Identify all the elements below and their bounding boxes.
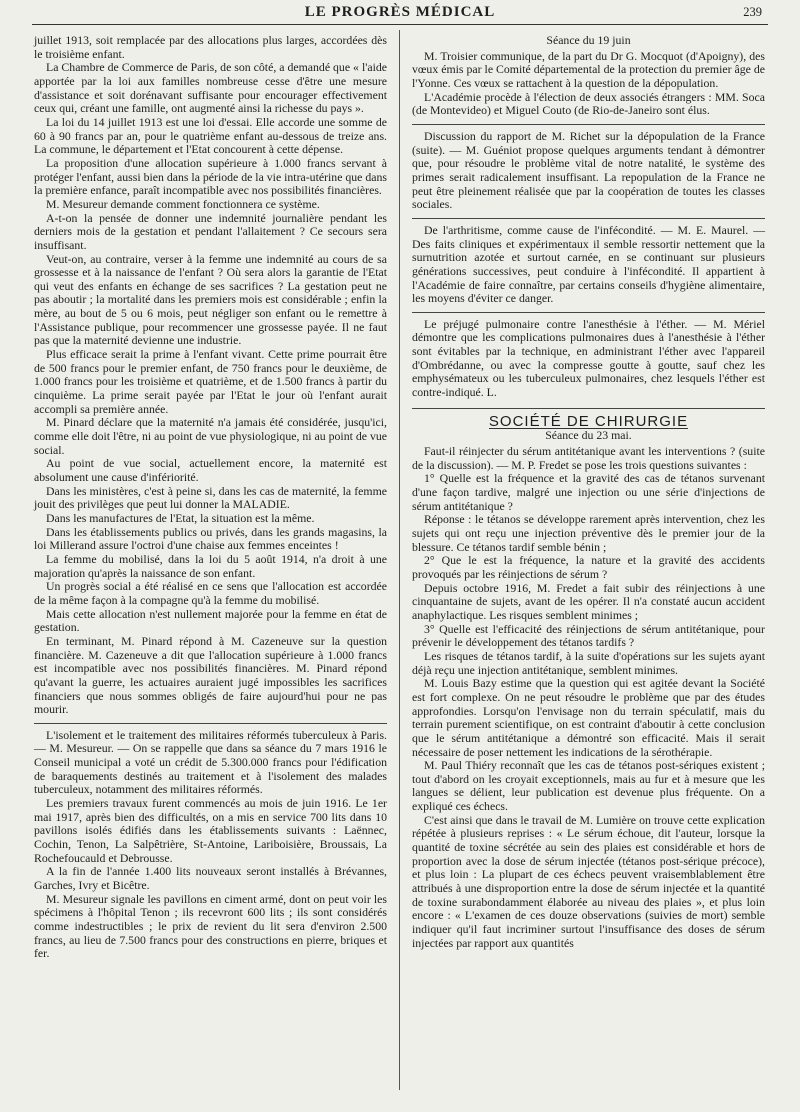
page-number: 239 [743,5,762,19]
paragraph: Dans les établissements publics ou privés, dans les grands magasins, la loi Millerand assure l'octroi d'une chaise aux femmes enceintes ! [34,524,387,553]
column-divider [399,30,400,1090]
paragraph: C'est ainsi que dans le travail de M. Lumière on trouve cette explication répétée à plusieurs reprises : « Le sérum échoue, dit l'auteur, lorsque la quantité de toxine sécrétée au sein des plaies est considérable et hors de proportion avec la dose de sérum injectée (tétanos post-sérique précoce), et plus loin : La plupart de ces échecs peuvent vraisemblablement être attribués à une disproportion entre la dose de sérum injectée et la quantité de toxine surabondamment élaborée au niveau des plaies », et plus loin encore : « L'examen de ces douze observations (suivies de mort) semble indiquer qu'il faut incriminer surtout l'insuffisance des doses de sérum injectées par rapport aux quantités [412,812,765,950]
paragraph: A-t-on la pensée de donner une indemnité journalière pendant les derniers mois de la gestation et pendant l'allaitement ? Ce secours sera insuffisant. [34,210,387,252]
paragraph: M. Paul Thiéry reconnaît que les cas de tétanos post-sériques existent ; tout d'abord on les croyait exceptionnels, mais au fur et à mesure que les langues se délient, leur publication est devenue plus fréquente. On a expliqué ces échecs. [412,758,765,814]
section-title: SOCIÉTÉ DE CHIRURGIE [488,412,689,430]
paragraph: juillet 1913, soit remplacée par des allocations plus larges, accordées dès le troisième enfant. [34,33,387,61]
paragraph: Mais cette allocation n'est nullement majorée pour la femme en état de gestation. [34,606,387,635]
article-arthritisme: De l'arthritisme, comme cause de l'infécondité. — M. E. Maurel. — Des faits cliniques et expérimentaux il semble ressortir nettement que la surnutrition azotée et surtout carnée, en se continuant sur plusieurs générations successives, peut conduire à l'infécondité. Il appartient à l'Académie de faire connaître, par certains conseils d'hygiène alimentaire, les moyens d'éviter ce danger. [412,218,765,306]
paragraph: Les risques de tétanos tardif, à la suite d'opérations sur les sujets ayant déjà reçu une injection antitétanique, semblent minimes. [412,648,765,677]
paragraph: 1° Quelle est la fréquence et la gravité des cas de tétanos survenant d'une façon tardive, malgré une injection ou une série d'injections de sérum antitétanique ? [412,471,765,513]
paragraph: La loi du 14 juillet 1913 est une loi d'essai. Elle accorde une somme de 60 à 90 francs par an, pour le quatrième enfant au-dessous de treize ans. La commune, le département et l'Etat concourent à cette dépense. [34,114,387,157]
paragraph: La femme du mobilisé, dans la loi du 5 août 1914, n'a droit à une majoration qu'après la naissance de son enfant. [34,551,387,580]
paragraph: M. Mesureur signale les pavillons en ciment armé, dont on peut voir les spécimens à l'hôpital Tenon ; ils recevront 600 lits ; ils sont considérés comme indestructibles ; le prix de revient du lit sera d'environ 2.500 francs, au lieu de 7.500 francs pour des constructions en pierre, briques et fer. [34,891,387,961]
paragraph: M. Pinard déclare que la maternité n'a jamais été considérée, jusqu'ici, comme elle doit l'être, ni au point de vue physiologique, ni au point de vue social. [34,415,387,457]
paragraph: En terminant, M. Pinard répond à M. Cazeneuve sur la question financière. M. Cazeneuve a dit que l'allocation supérieure à 1.000 francs est incompatible avec nos possibilités financières. M. Pinard répond qu'avant la guerre, les actuaires auraient jugé impossibles les sacrifices financiers que nous sommes obligés de faire aujourd'hui pour ne pas mourir. [34,633,387,717]
paragraph: Au point de vue social, actuellement encore, la maternité est absolument une cause d'infériorité. [34,456,387,484]
right-column [412,34,765,950]
paragraph: Veut-on, au contraire, verser à la femme une indemnité au cours de sa grossesse et à la naissance de l'enfant ? Où sera alors la garantie de l'Etat qui veut des enfants en échange de ses sacrifices ? La gestation peut ne pas aboutir ; la mortalité dans les premiers mois est considérable ; enfin la mère, au bout de 5 ou 6 mois, peut négliger son enfant ou le remettre à l'Assistance publique, pour recommencer une grossesse payée. Il ne faut pas que la maternité devienne une industrie. [34,251,387,348]
running-header [32,4,768,24]
paragraph: M. Louis Bazy estime que la question qui est agitée devant la Société est fort complexe. On ne peut résoudre le problème que par des études approfondies. Lorsqu'on l'envisage non du terrain spéculatif, mais du terrain purement scientifique, on est contraint d'aboutir à cette conclusion que le sérum antitétanique a démontré son efficacité. Mais il serait nécessaire de poser nettement les indications de la sérothérapie. [412,676,765,759]
paragraph: Dans les ministères, c'est à peine si, dans les cas de maternité, la femme jouit des privilèges que peut lui donner la MALADIE. [34,483,387,512]
paragraph: L'Académie procède à l'élection de deux associés étrangers : MM. Soca (de Montevideo) et Miguel Couto (de Rio-de-Janeiro sont élus. [412,89,765,118]
header-rule [32,24,768,25]
left-column [34,34,387,961]
paragraph: Réponse : le tétanos se développe rarement après intervention, chez les sujets qui ont reçu une injection préventive dès le premier jour de la blessure. Ce tétanos tardif semble bénin ; [412,512,765,554]
paragraph: La proposition d'une allocation supérieure à 1.000 francs servant à protéger l'enfant, aussi bien dans la période de la vie intra-utérine que dans la première enfance, paraît incompatible avec nos possibilités financières. [34,155,387,198]
session-heading: Séance du 19 juin [546,33,631,47]
paragraph: Plus efficace serait la prime à l'enfant vivant. Cette prime pourrait être de 500 francs pour le premier enfant, de 750 francs pour le deuxième, de 1.000 francs pour les troisième et quatrième, et de 1.500 francs à partir du cinquième. La prime serait payée par l'Etat le jour où l'enfant aurait accompli sa première année. [34,347,387,416]
paragraph: Les premiers travaux furent commencés au mois de juin 1916. Le 1er mai 1917, après bien des difficultés, on a mis en service 700 lits dans 10 pavillons isolés édifiés dans les établissements suivants : Laënnec, Cochin, Tenon, La Salpêtrière, St-Antoine, Lariboisière, Broussais, La Rochefoucauld et Debrousse. [34,796,387,865]
paragraph: M. Mesureur demande comment fonctionnera ce système. [46,196,320,211]
journal-title: LE PROGRÈS MÉDICAL [304,4,496,20]
paragraph: 3° Quelle est l'efficacité des réinjections de sérum antitétanique, pour prévenir le développement des tétanos tardifs ? [412,621,765,650]
paragraph: Un progrès social a été réalisé en ce sens que l'allocation est accordée de la même façon à la compagne qu'à la femme du mobilisé. [34,579,387,607]
paragraph: La Chambre de Commerce de Paris, de son côté, a demandé que « l'aide apportée par la loi aux familles nombreuse cesse d'être une mesure d'assistance et soit dorénavant suffisante pour encourager effectivement ceux qui, créant une famille, ont augmenté ainsi la richesse du pays ». [34,60,387,116]
session-heading: Séance du 23 mai. [545,428,632,443]
paragraph: M. Troisier communique, de la part du Dr G. Mocquot (d'Apoigny), des vœux émis par le Comité départemental de la protection du premier âge de l'Yonne. Ces vœux se rattachent à la question de la dépopulation. [412,48,765,90]
paragraph: Depuis octobre 1916, M. Fredet a fait subir des réinjections à une cinquantaine de sujets, avant de les opérer. Il n'a constaté aucun accident anaphylactique. Les risques semblent minimes ; [412,580,765,622]
article-tetanos: Faut-il réinjecter du sérum antitétanique avant les interventions ? (suite de la discussion). — M. P. Fredet se pose les trois questions suivantes : [412,444,765,472]
paragraph: Dans les manufactures de l'Etat, la situation est la même. [46,510,315,525]
article-tuberculeux: L'isolement et le traitement des militaires réformés tuberculeux à Paris. — M. Mesureur. — On se rappelle que dans sa séance du 7 mars 1916 le Conseil municipal a voté un crédit de 5.300.000 francs pour l'édification de baraquements destinés au traitement et à l'isolement des malades tuberculeux, notamment des militaires réformés. [34,723,387,797]
paragraph: A la fin de l'année 1.400 lits nouveaux seront installés à Brévannes, Garches, Ivry et Bicêtre. [34,864,387,893]
section-heading-societe [412,408,765,430]
paragraph: 2° Que le est la fréquence, la nature et la gravité des accidents provoqués par les réinjections de sérum ? [412,553,765,581]
article-anesthesie: Le préjugé pulmonaire contre l'anesthésie à l'éther. — M. Mériel démontre que les complications pulmonaires dues à l'anesthésie à l'éther sont évitables par la technique, en administrant l'éther avec l'appareil d'Ombrédanne, ou avec la compresse goutte à goutte, sauf chez les emphysémateux ou les tuberculeux pulmonaires, chez lesquels l'éther est contre-indiqué. L. [412,312,765,400]
article-depopulation: Discussion du rapport de M. Richet sur la dépopulation de la France (suite). — M. Guéniot propose quelques arguments tendant à démontrer que, pour résoudre le problème vital de notre natalité, le système des primes serait radicalement insuffisant. La repopulation de la France ne peut être pleinement réalisée que par la coopération de toutes les classes sociales. [412,124,765,212]
